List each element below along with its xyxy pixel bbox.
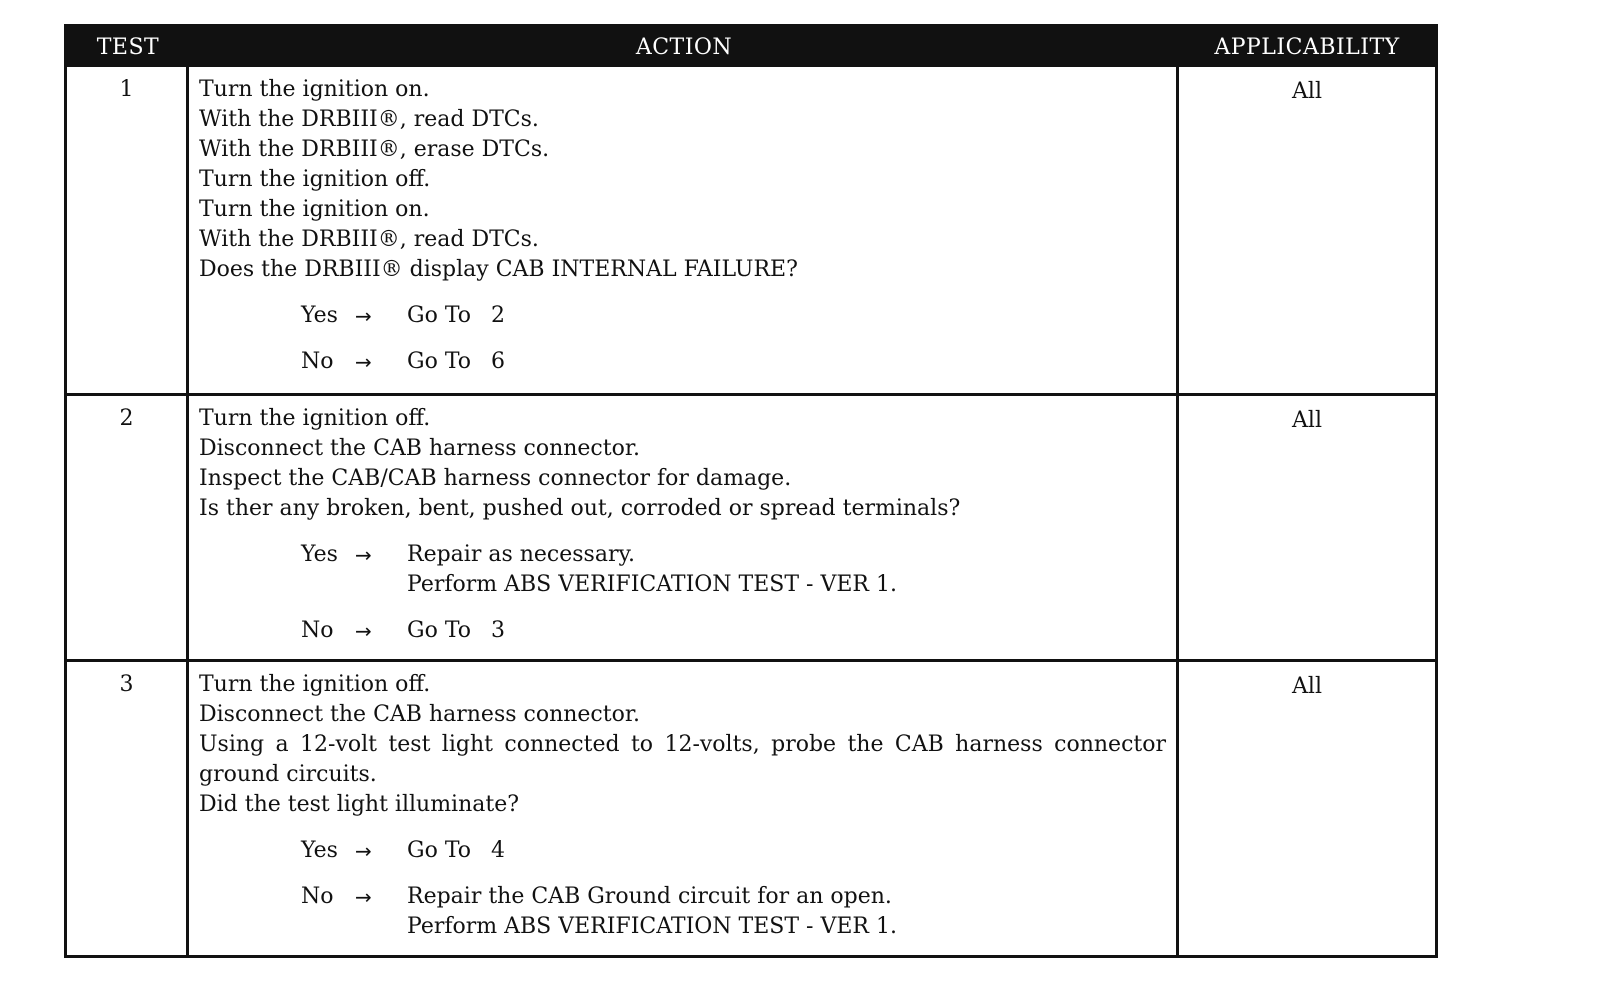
outcome-line: Perform ABS VERIFICATION TEST - VER 1. [407, 914, 897, 939]
arrow-right-icon: → [355, 619, 372, 643]
test-number: 1 [67, 67, 189, 393]
table-row [67, 67, 1435, 393]
action-step: Turn the ignition off. [199, 406, 431, 431]
arrow-right-icon: → [355, 304, 372, 328]
header-applicability: APPLICABILITY [1214, 34, 1400, 60]
goto-label: Go To [407, 838, 472, 863]
outcome-text [407, 347, 1166, 377]
applicability-value: All [1292, 674, 1322, 699]
outcome-text [407, 882, 1166, 942]
goto-target: 2 [491, 303, 506, 328]
yes-outcome [301, 836, 1166, 866]
outcomes [199, 540, 1166, 646]
action-question: Did the test light illuminate? [199, 792, 520, 817]
goto-target: 4 [491, 838, 506, 863]
action-question: Is ther any broken, bent, pushed out, corroded or spread terminals? [199, 496, 961, 521]
outcome-line: Repair as necessary. [407, 542, 635, 567]
action-step: Disconnect the CAB harness connector. [199, 436, 640, 461]
applicability-value: All [1292, 408, 1322, 433]
test-number: 3 [67, 662, 189, 955]
action-step: With the DRBIII®, read DTCs. [199, 227, 539, 252]
action-step: With the DRBIII®, read DTCs. [199, 107, 539, 132]
goto-label: Go To [407, 349, 472, 374]
action-cell [189, 67, 1179, 393]
goto-target: 6 [491, 349, 506, 374]
outcome-text [407, 540, 1166, 600]
table-row [67, 393, 1435, 659]
goto-label: Go To [407, 618, 472, 643]
yes-outcome [301, 301, 1166, 331]
action-question: Does the DRBIII® display CAB INTERNAL FAILURE? [199, 257, 798, 282]
yes-label: Yes [301, 838, 338, 863]
action-step: Inspect the CAB/CAB harness connector for damage. [199, 466, 792, 491]
no-outcome [301, 882, 1166, 942]
action-cell [189, 396, 1179, 659]
no-label: No [301, 884, 334, 909]
outcome-text [407, 301, 1166, 331]
arrow-right-icon: → [355, 350, 372, 374]
arrow-right-icon: → [355, 885, 372, 909]
yes-label: Yes [301, 303, 338, 328]
action-step: Turn the ignition off. [199, 167, 431, 192]
goto-target: 3 [491, 618, 506, 643]
diagnostic-test-table [64, 24, 1438, 958]
yes-outcome [301, 540, 1166, 600]
outcome-line: Repair the CAB Ground circuit for an open. [407, 884, 892, 909]
arrow-right-icon: → [355, 543, 372, 567]
no-label: No [301, 618, 334, 643]
yes-label: Yes [301, 542, 338, 567]
outcome-line: Perform ABS VERIFICATION TEST - VER 1. [407, 572, 897, 597]
arrow-right-icon: → [355, 839, 372, 863]
no-outcome [301, 616, 1166, 646]
table-header [67, 27, 1435, 67]
outcomes [199, 301, 1166, 377]
action-step: Turn the ignition on. [199, 197, 430, 222]
action-step: Turn the ignition on. [199, 77, 430, 102]
applicability-value: All [1292, 79, 1322, 104]
outcome-text [407, 616, 1166, 646]
action-step: Turn the ignition off. [199, 672, 431, 697]
test-number: 2 [67, 396, 189, 659]
outcomes [199, 836, 1166, 942]
action-step: Using a 12-volt test light connected to 12-volts, probe the CAB harness connector ground circuits. [199, 732, 1166, 787]
no-label: No [301, 349, 334, 374]
action-step: Disconnect the CAB harness connector. [199, 702, 640, 727]
goto-label: Go To [407, 303, 472, 328]
no-outcome [301, 347, 1166, 377]
table-row [67, 659, 1435, 955]
header-test: TEST [96, 34, 160, 60]
header-action: ACTION [635, 34, 733, 60]
action-step: With the DRBIII®, erase DTCs. [199, 137, 550, 162]
outcome-text [407, 836, 1166, 866]
action-cell [189, 662, 1179, 955]
